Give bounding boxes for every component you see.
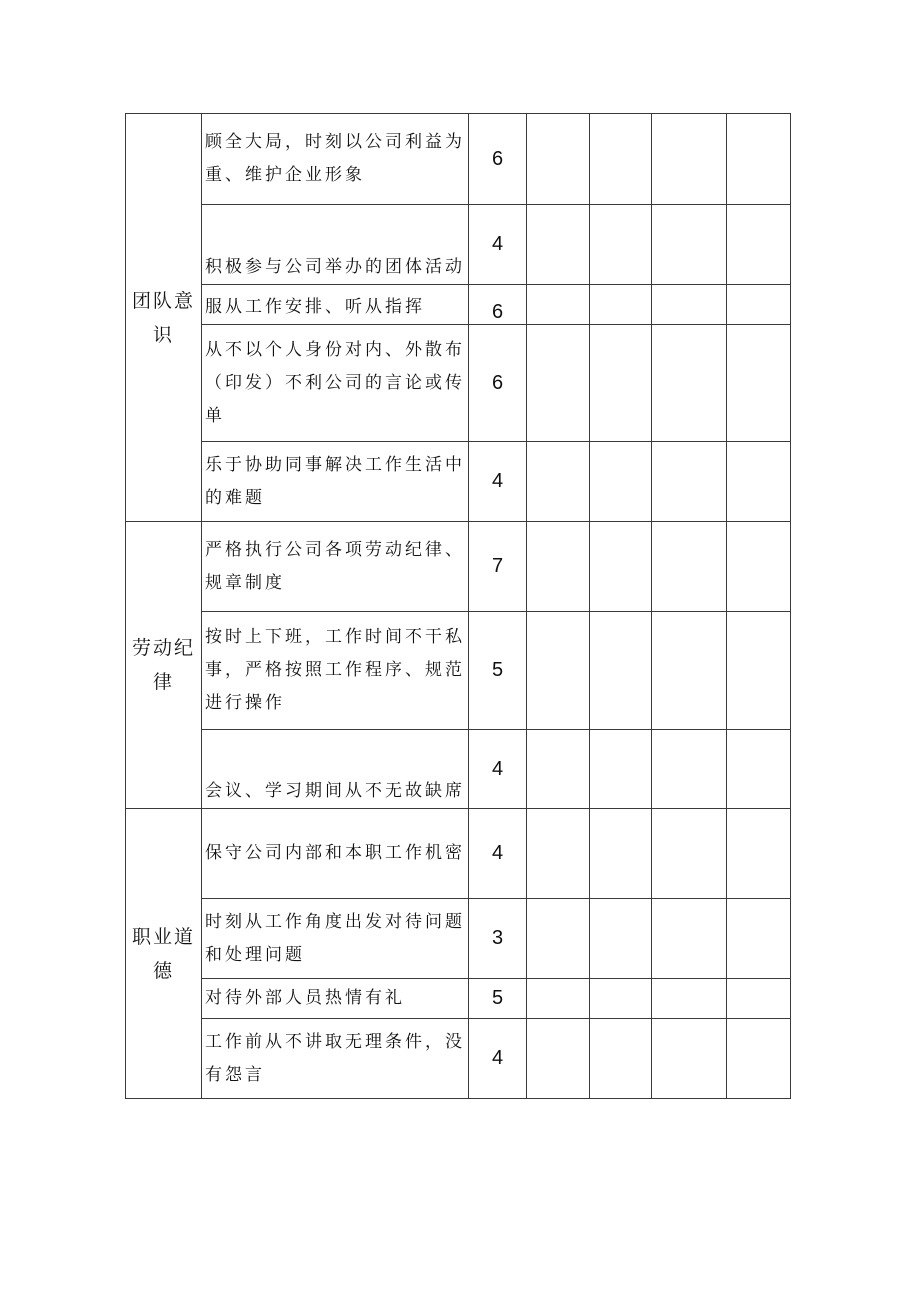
blank-cell[interactable] [727,285,791,325]
category-cell [126,522,202,809]
blank-cell[interactable] [727,522,791,612]
blank-cell[interactable] [727,442,791,522]
item-cell: 乐于协助同事解决工作生活中的难题 [202,442,469,522]
score-cell: 5 [469,979,527,1019]
blank-cell[interactable] [652,205,727,285]
table-row [126,899,791,979]
item-cell: 严格执行公司各项劳动纪律、规章制度 [202,522,469,612]
blank-cell[interactable] [727,325,791,442]
blank-cell[interactable] [590,809,652,899]
blank-cell[interactable] [527,114,590,205]
blank-cell[interactable] [527,809,590,899]
category-label: 职业道德 [131,925,195,982]
blank-cell[interactable] [652,325,727,442]
table-row [126,612,791,730]
table-row [126,1019,791,1099]
item-cell: 从不以个人身份对内、外散布（印发）不利公司的言论或传单 [202,325,469,442]
blank-cell[interactable] [527,285,590,325]
blank-cell[interactable] [727,205,791,285]
score-cell: 4 [469,809,527,899]
item-cell: 保守公司内部和本职工作机密 [202,809,469,899]
blank-cell[interactable] [527,442,590,522]
blank-cell[interactable] [652,979,727,1019]
blank-cell[interactable] [652,899,727,979]
table-row [126,730,791,809]
item-cell: 按时上下班，工作时间不干私事，严格按照工作程序、规范进行操作 [202,612,469,730]
blank-cell[interactable] [652,1019,727,1099]
score-cell: 7 [469,522,527,612]
item-cell: 时刻从工作角度出发对待问题和处理问题 [202,899,469,979]
blank-cell[interactable] [527,205,590,285]
blank-cell[interactable] [652,285,727,325]
table-row [126,114,791,205]
item-cell: 顾全大局，时刻以公司利益为重、维护企业形象 [202,114,469,205]
blank-cell[interactable] [590,442,652,522]
blank-cell[interactable] [527,899,590,979]
blank-cell[interactable] [727,899,791,979]
blank-cell[interactable] [590,325,652,442]
category-label: 劳动纪律 [131,637,195,693]
blank-cell[interactable] [527,522,590,612]
score-cell: 6 [469,285,527,325]
blank-cell[interactable] [527,730,590,809]
blank-cell[interactable] [527,1019,590,1099]
score-cell: 6 [469,114,527,205]
blank-cell[interactable] [590,730,652,809]
category-label: 团队意识 [131,289,195,346]
blank-cell[interactable] [590,899,652,979]
blank-cell[interactable] [590,205,652,285]
blank-cell[interactable] [527,325,590,442]
blank-cell[interactable] [652,730,727,809]
blank-cell[interactable] [652,612,727,730]
blank-cell[interactable] [652,522,727,612]
blank-cell[interactable] [527,979,590,1019]
evaluation-table [125,113,791,1099]
blank-cell[interactable] [727,979,791,1019]
blank-cell[interactable] [590,1019,652,1099]
blank-cell[interactable] [590,612,652,730]
score-cell: 5 [469,612,527,730]
blank-cell[interactable] [590,522,652,612]
blank-cell[interactable] [652,809,727,899]
table-row [126,979,791,1019]
blank-cell[interactable] [652,442,727,522]
blank-cell[interactable] [727,114,791,205]
blank-cell[interactable] [727,730,791,809]
category-cell [126,809,202,1099]
item-cell: 工作前从不讲取无理条件，没有怨言 [202,1019,469,1099]
score-cell: 3 [469,899,527,979]
table-row [126,205,791,285]
table-row [126,442,791,522]
item-cell: 会议、学习期间从不无故缺席 [202,730,469,809]
blank-cell[interactable] [652,114,727,205]
score-cell: 4 [469,205,527,285]
score-cell: 4 [469,1019,527,1099]
blank-cell[interactable] [727,809,791,899]
table-row [126,325,791,442]
table-row [126,809,791,899]
category-cell [126,114,202,522]
blank-cell[interactable] [527,612,590,730]
score-cell: 4 [469,730,527,809]
score-cell: 6 [469,325,527,442]
score-cell: 4 [469,442,527,522]
blank-cell[interactable] [590,979,652,1019]
table-row [126,522,791,612]
item-cell: 对待外部人员热情有礼 [202,979,469,1019]
item-cell: 服从工作安排、听从指挥 [202,285,469,325]
table-row [126,285,791,325]
blank-cell[interactable] [727,1019,791,1099]
blank-cell[interactable] [727,612,791,730]
blank-cell[interactable] [590,114,652,205]
blank-cell[interactable] [590,285,652,325]
item-cell: 积极参与公司举办的团体活动 [202,205,469,285]
